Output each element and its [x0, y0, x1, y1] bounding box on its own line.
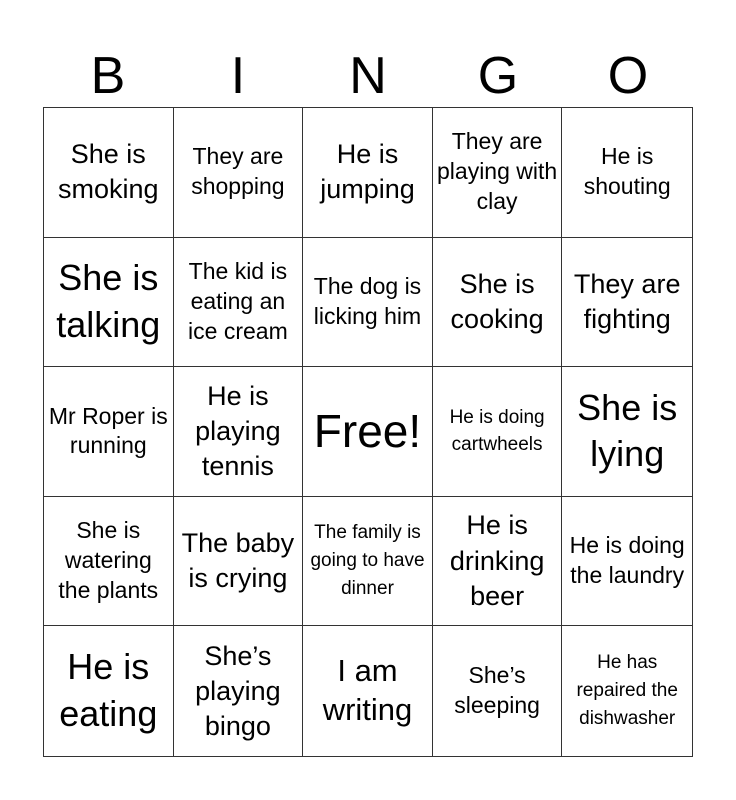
cell-text: He is playing tennis: [195, 380, 281, 482]
bingo-board: [43, 107, 693, 757]
cell-text: She is lying: [577, 386, 678, 475]
cell-text: He is shouting: [583, 143, 671, 200]
cell-text: They are playing with clay: [437, 128, 558, 215]
cell-text: The baby is crying: [181, 528, 295, 594]
cell-text: He is doing the laundry: [569, 532, 685, 589]
header-letter-i: I: [230, 47, 246, 105]
bingo-cell[interactable]: [174, 108, 304, 238]
cell-text: He is doing cartwheels: [449, 406, 545, 456]
bingo-cell[interactable]: [44, 238, 174, 368]
header-letter-b: B: [90, 47, 126, 105]
cell-text: The family is going to have dinner: [310, 522, 425, 600]
bingo-cell[interactable]: [433, 497, 563, 627]
bingo-cell[interactable]: [44, 367, 174, 497]
cell-text: He is jumping: [320, 139, 415, 205]
bingo-cell[interactable]: [174, 367, 304, 497]
header-letter-g: G: [477, 47, 519, 105]
bingo-cell[interactable]: [433, 367, 563, 497]
cell-text: I am writing: [322, 653, 413, 728]
cell-text: She’s sleeping: [454, 662, 540, 719]
bingo-cell[interactable]: [174, 497, 304, 627]
bingo-cell[interactable]: [562, 497, 692, 627]
cell-text: He has repaired the dishwasher: [576, 652, 678, 730]
bingo-cell[interactable]: [303, 626, 433, 756]
bingo-cell-free[interactable]: [303, 367, 433, 497]
bingo-cell[interactable]: [303, 108, 433, 238]
bingo-cell[interactable]: [562, 108, 692, 238]
cell-text: He is drinking beer: [449, 510, 545, 611]
bingo-cell[interactable]: [174, 626, 304, 756]
cell-text: Mr Roper is running: [48, 402, 168, 459]
bingo-cell[interactable]: [44, 626, 174, 756]
bingo-cell[interactable]: [174, 238, 304, 368]
cell-text: She is talking: [56, 257, 161, 345]
bingo-header: [43, 44, 693, 108]
cell-text: They are shopping: [191, 143, 285, 200]
bingo-cell[interactable]: [433, 626, 563, 756]
bingo-cell[interactable]: [433, 108, 563, 238]
cell-text: The kid is eating an ice cream: [188, 258, 288, 344]
cell-text: She is cooking: [450, 268, 544, 334]
header-letter-o: O: [607, 47, 649, 105]
cell-text: He is eating: [59, 646, 158, 735]
bingo-cell[interactable]: [44, 108, 174, 238]
cell-text: She is watering the plants: [58, 517, 159, 604]
bingo-cell[interactable]: [44, 497, 174, 627]
cell-text: The dog is licking him: [313, 273, 422, 329]
bingo-cell[interactable]: [433, 238, 563, 368]
bingo-cell[interactable]: [303, 238, 433, 368]
bingo-cell[interactable]: [562, 367, 692, 497]
cell-text: She is smoking: [58, 139, 159, 205]
free-space-text: Free!: [313, 405, 422, 458]
bingo-cell[interactable]: [562, 626, 692, 756]
bingo-cell[interactable]: [562, 238, 692, 368]
bingo-cell[interactable]: [303, 497, 433, 627]
header-letter-n: N: [349, 47, 387, 105]
cell-text: She’s playing bingo: [195, 640, 281, 741]
cell-text: They are fighting: [573, 268, 681, 334]
